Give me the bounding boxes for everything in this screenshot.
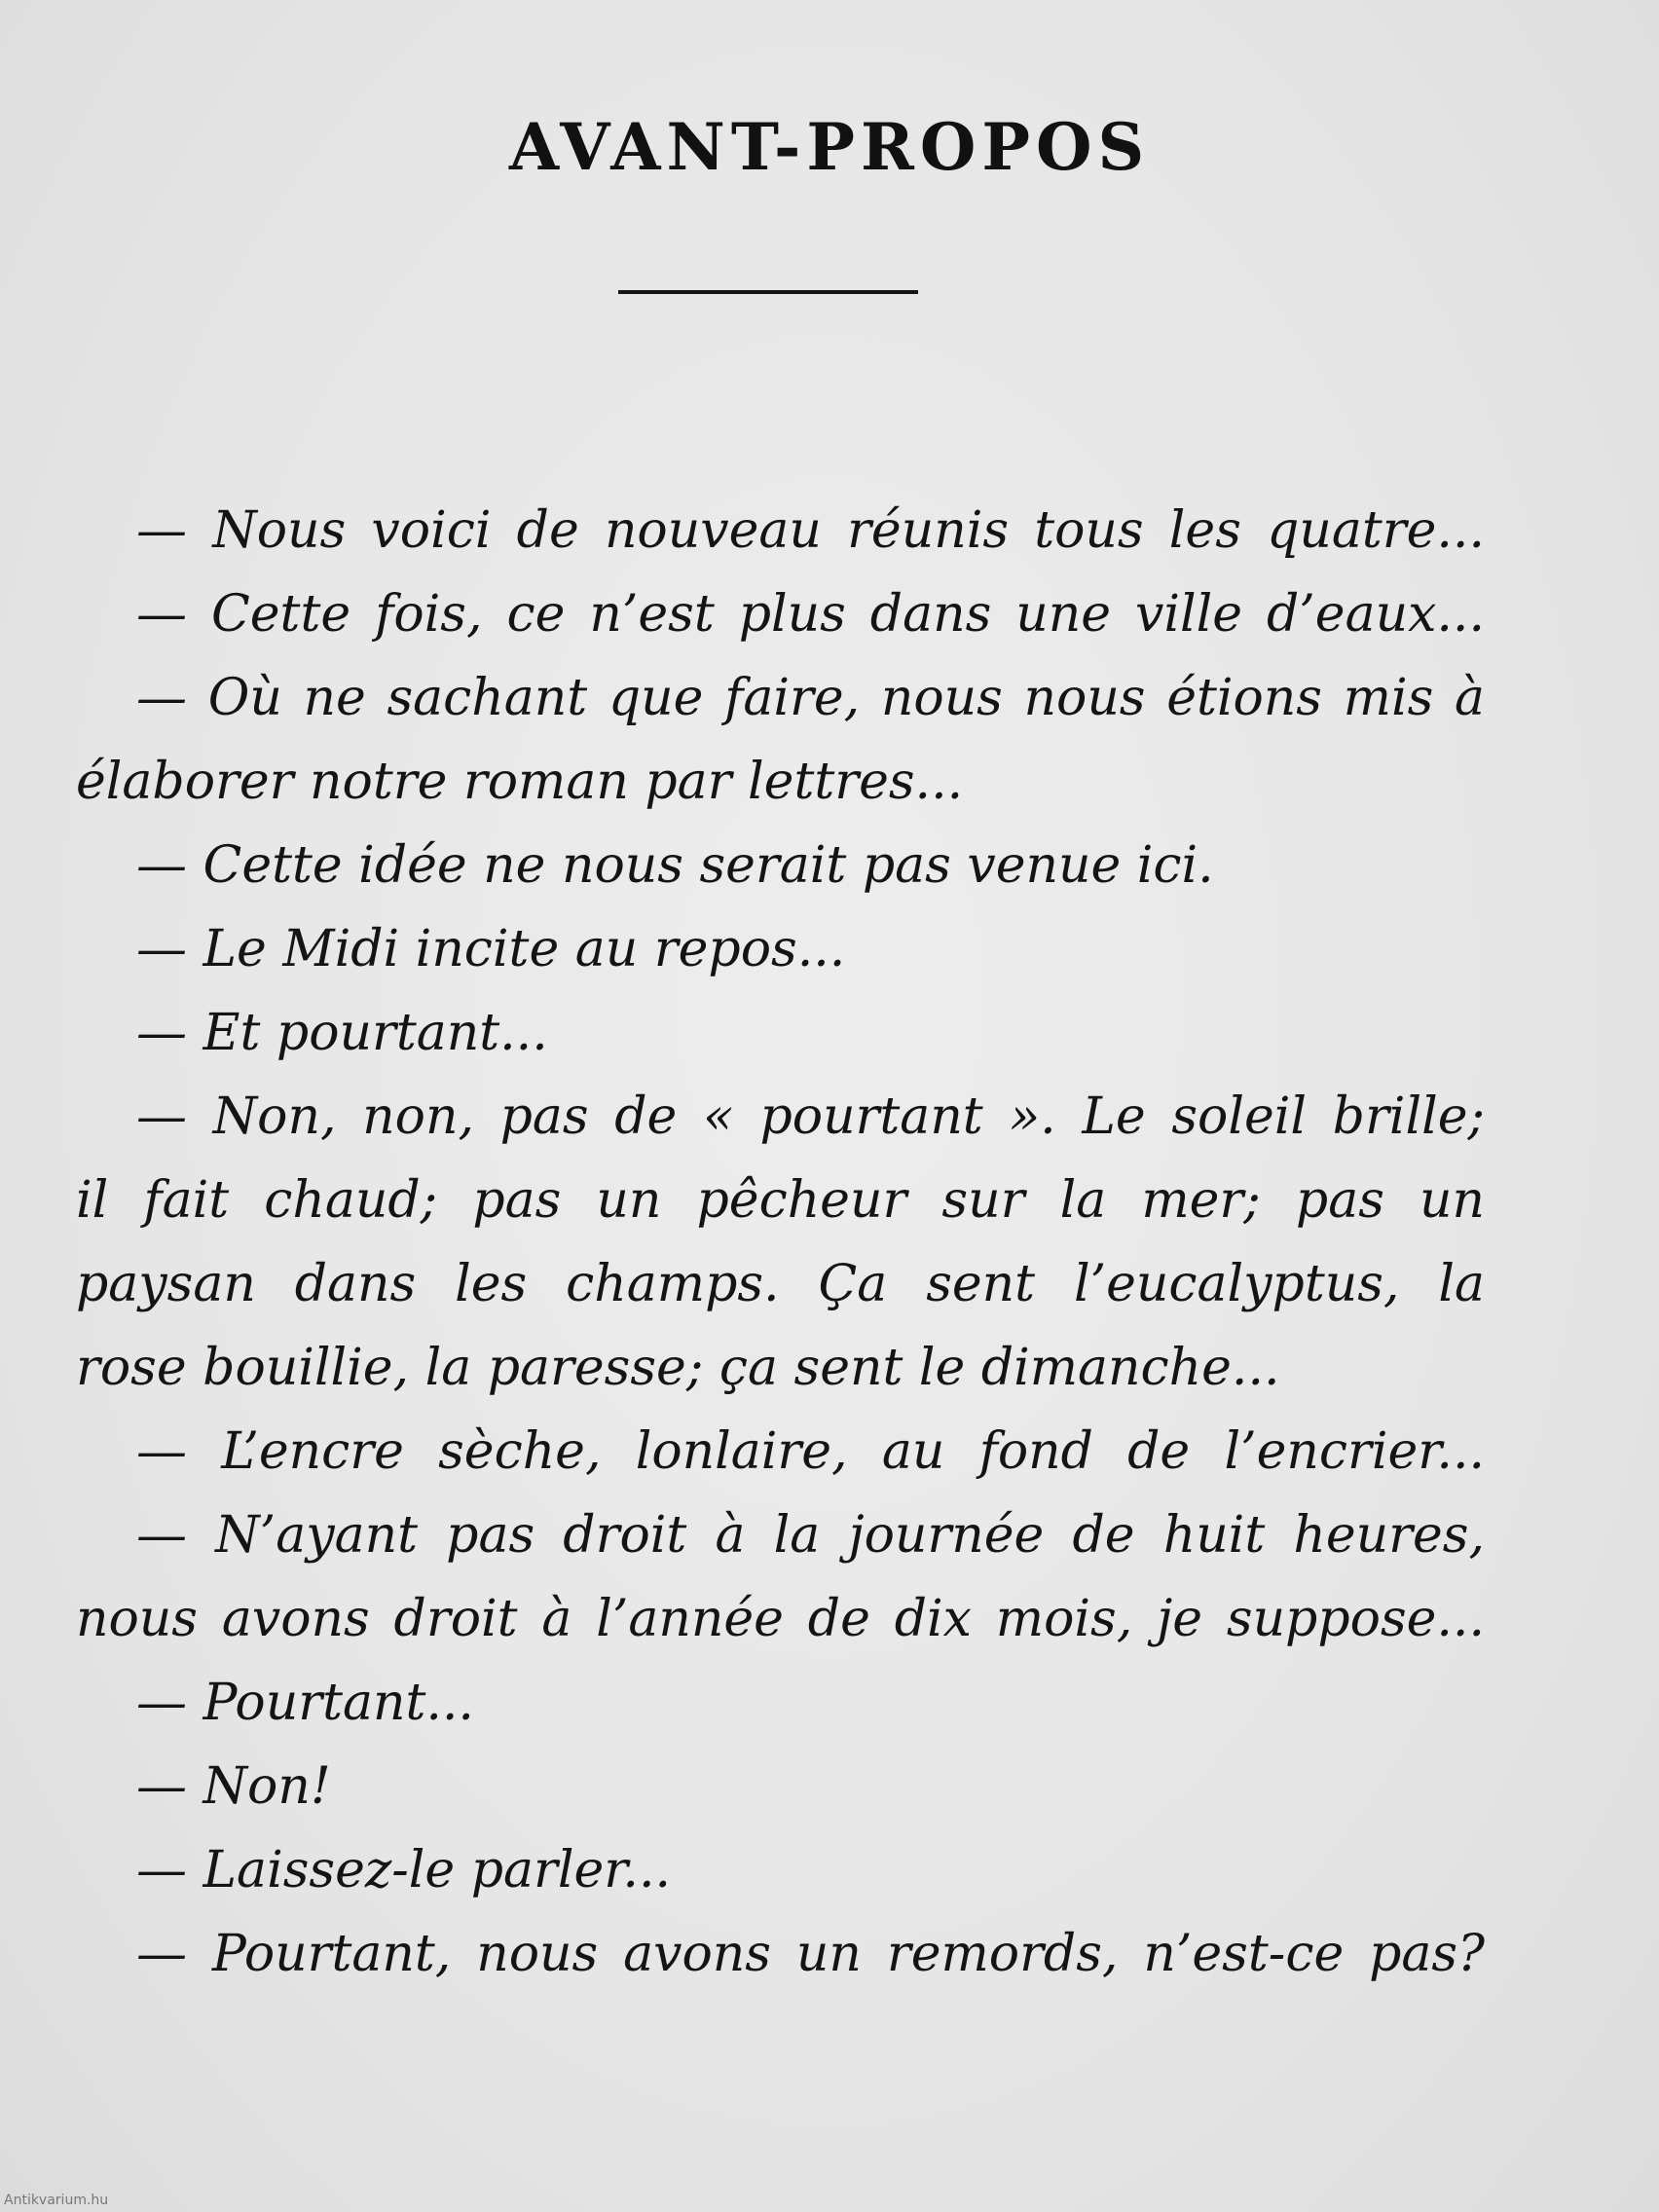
title-rule — [618, 290, 918, 294]
page-title: AVANT-PROPOS — [508, 109, 1151, 185]
text-line: — Pourtant, nous avons un remords, n’est-ce pas? — [136, 1925, 1485, 1983]
text-line: — Nous voici de nouveau réunis tous les quatre... — [136, 501, 1485, 560]
text-line: paysan dans les champs. Ça sent l’eucalyptus, la — [76, 1255, 1485, 1313]
text-line: rose bouillie, la paresse; ça sent le dimanche... — [76, 1339, 1280, 1397]
text-line: — Et pourtant... — [136, 1004, 548, 1062]
text-line: — Pourtant... — [136, 1674, 474, 1732]
text-line: — Non! — [136, 1757, 331, 1816]
watermark: Antikvarium.hu — [4, 2193, 109, 2208]
text-line: élaborer notre roman par lettres... — [76, 753, 964, 811]
text-line: nous avons droit à l’année de dix mois, je suppose... — [76, 1590, 1485, 1648]
text-line: — Cette fois, ce n’est plus dans une ville d’eaux... — [136, 585, 1485, 644]
text-line: — Cette idée ne nous serait pas venue ici. — [136, 836, 1214, 895]
text-line: — N’ayant pas droit à la journée de huit heures, — [136, 1506, 1485, 1565]
body-text — [76, 489, 1485, 1996]
text-line: — Où ne sachant que faire, nous nous étions mis à — [136, 669, 1485, 727]
text-line: — Laissez-le parler... — [136, 1841, 672, 1899]
text-line: il fait chaud; pas un pêcheur sur la mer; pas un — [76, 1171, 1485, 1230]
text-line: — Non, non, pas de « pourtant ». Le soleil brille; — [136, 1088, 1485, 1146]
text-line: — Le Midi incite au repos... — [136, 920, 846, 978]
text-line: — L’encre sèche, lonlaire, au fond de l’encrier... — [136, 1422, 1485, 1481]
